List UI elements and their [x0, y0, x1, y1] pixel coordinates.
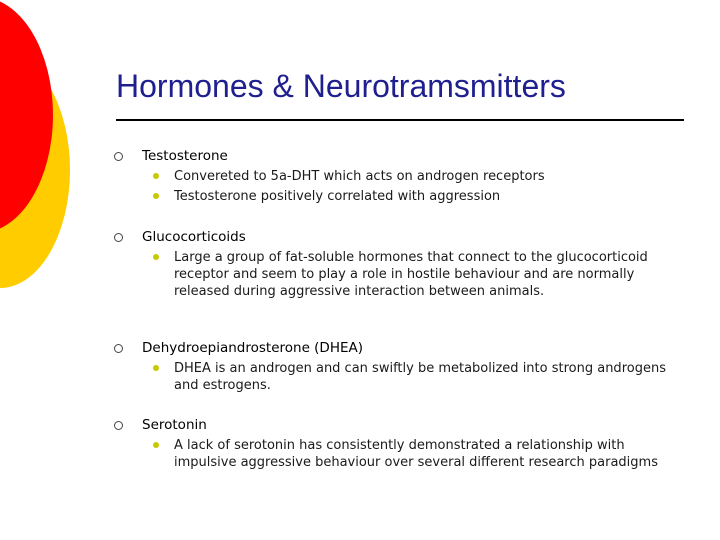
hollow-circle-bullet-icon — [114, 344, 123, 353]
topic-dhea — [114, 340, 674, 394]
hollow-circle-bullet-icon — [114, 152, 123, 161]
topic-glucocorticoids — [114, 229, 674, 300]
hollow-circle-bullet-icon — [114, 233, 123, 242]
sub-bullet-text: Large a group of fat-soluble hormones that connect to the glucocorticoid receptor and seem to play a role in hostile behaviour and are normally released during aggressive interaction between animals. — [174, 250, 648, 299]
sub-bullet-text: A lack of serotonin has consistently demonstrated a relationship with impulsive aggressive behaviour over several different research paradigms — [174, 438, 658, 470]
dot-bullet-icon — [153, 365, 159, 371]
topic-label: Testosterone — [142, 148, 228, 164]
sub-bullet-text: Convereted to 5a-DHT which acts on androgen receptors — [174, 169, 545, 184]
dot-bullet-icon — [153, 173, 159, 179]
dot-bullet-icon — [153, 193, 159, 199]
topic-serotonin — [114, 417, 674, 471]
topic-label: Serotonin — [142, 417, 207, 433]
dot-bullet-icon — [153, 442, 159, 448]
topic-label: Glucocorticoids — [142, 229, 246, 245]
topic-testosterone — [114, 148, 674, 205]
dot-bullet-icon — [153, 254, 159, 260]
topic-label: Dehydroepiandrosterone (DHEA) — [142, 340, 364, 356]
slide-title: Hormones & Neurotramsmitters — [116, 68, 566, 104]
sub-bullet-text: DHEA is an androgen and can swiftly be metabolized into strong androgens and estrogens. — [174, 361, 666, 393]
sub-bullet-text: Testosterone positively correlated with aggression — [174, 189, 501, 204]
hollow-circle-bullet-icon — [114, 421, 123, 430]
